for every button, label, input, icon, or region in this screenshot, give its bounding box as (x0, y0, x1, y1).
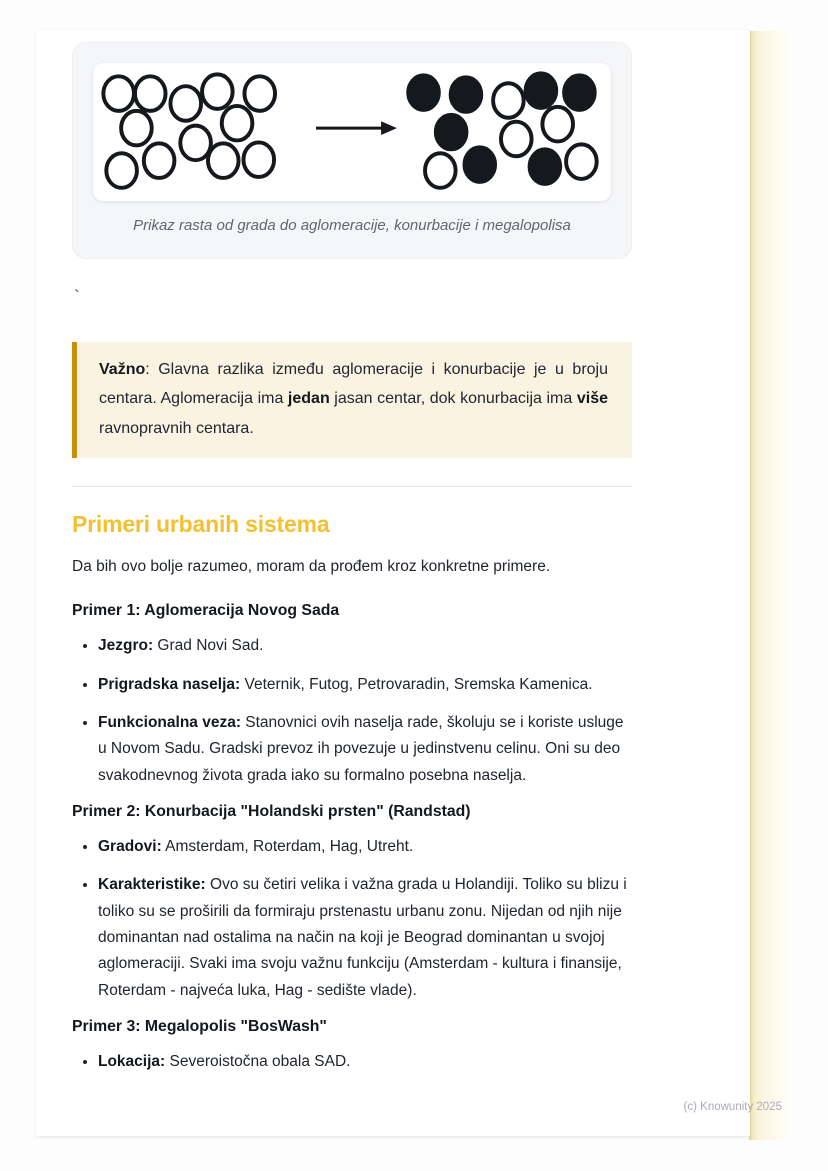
document-page (36, 30, 750, 1136)
list-item: • Jezgro: Grad Novi Sad. (98, 633, 632, 659)
list-item: • Prigradska naselja: Veternik, Futog, Petrovaradin, Sremska Kamenica. (98, 672, 632, 698)
example-2-list (72, 834, 632, 1004)
city-circles-before (103, 74, 275, 187)
example-3-title: Primer 3: Megalopolis "BosWash" (72, 1018, 327, 1036)
page-edge-strip (749, 31, 792, 1140)
list-item: • Karakteristike: Ovo su četiri velika i važna grada u Holandiji. Toliko su blizu i toliko su se proširili da formiraju prstenastu urbanu zonu. Nijedan od njih nije dominantan nad ostalima na način na koji je Beograd dominantan u svojoj aglomeraciji. Svaki ima svoju važnu funkciju (Amsterdam - kultura i finansije, Roterdam - najveća luka, Hag - sedište vlade). (98, 872, 632, 1004)
callout-label: Važno (99, 360, 146, 378)
example-3-list (72, 1049, 632, 1075)
city-growth-diagram (93, 63, 611, 201)
figure-card (72, 42, 632, 259)
intro-paragraph: Da bih ovo bolje razumeo, moram da prođem kroz konkretne primere. (72, 558, 551, 576)
list-item: • Funkcionalna veza: Stanovnici ovih naselja rade, školuju se i koriste usluge u Novom Sadu. Gradski prevoz ih povezuje u jedinstvenu celinu. Oni su deo svakodnevnog života grada iako su formalno posebna naselja. (98, 710, 632, 789)
example-1-list (72, 633, 632, 789)
arrow-right-icon (316, 121, 397, 135)
list-item: • Lokacija: Severoistočna obala SAD. (98, 1049, 632, 1075)
figure-caption: Prikaz rasta od grada do aglomeracije, konurbacije i megalopolisa (133, 217, 571, 235)
callout-text: Važno: Glavna razlika između aglomeracije i konurbacije je u broju centara. Aglomeracija ima jedan jasan centar, dok konurbacija ima više ravnopravnih centara. (99, 360, 609, 437)
callout-bold-jedan: jedan (287, 390, 330, 408)
callout-bold-vise: više (576, 390, 609, 408)
copyright-watermark: (c) Knowunity 2025 (683, 1101, 782, 1113)
section-divider (72, 486, 632, 487)
important-callout (72, 342, 632, 459)
list-item: • Gradovi: Amsterdam, Roterdam, Hag, Utreht. (98, 834, 632, 860)
stray-backtick: ` (74, 287, 80, 307)
city-growth-diagram-svg (93, 63, 611, 201)
example-1-title: Primer 1: Aglomeracija Novog Sada (72, 602, 340, 620)
example-2-title: Primer 2: Konurbacija "Holandski prsten" (Randstad) (72, 803, 471, 821)
section-heading: Primeri urbanih sistema (72, 511, 330, 538)
city-circles-after (408, 73, 596, 187)
